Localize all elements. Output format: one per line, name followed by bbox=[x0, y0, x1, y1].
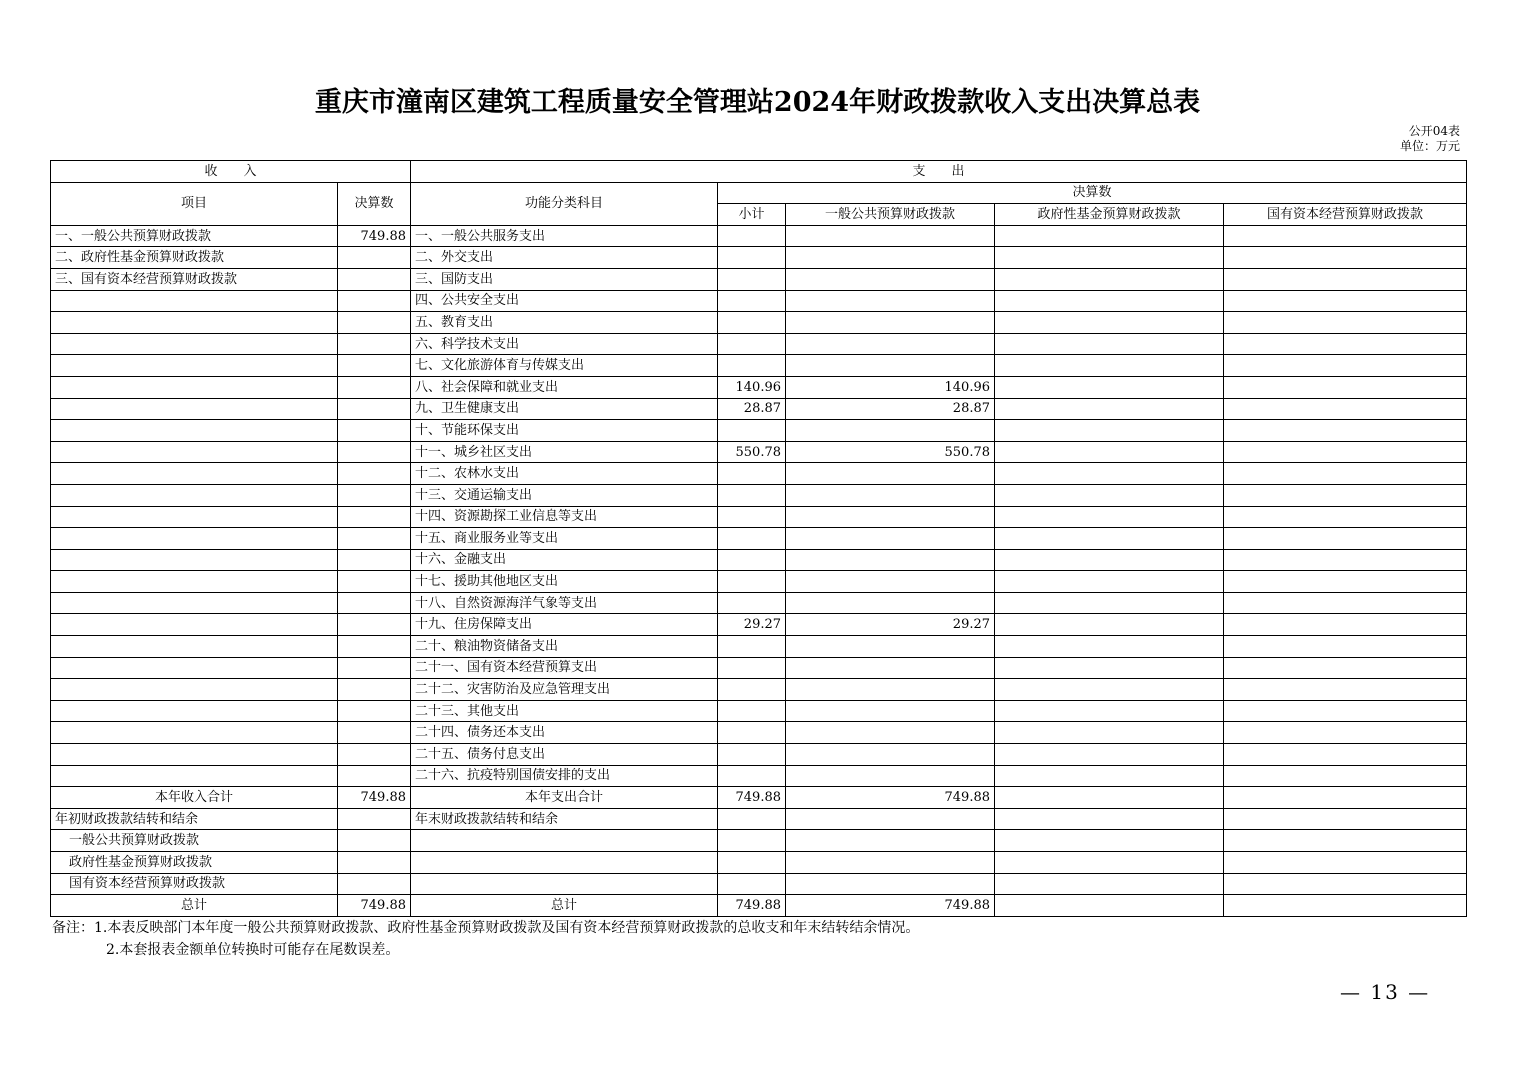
carryover-func bbox=[411, 873, 718, 895]
state-capital-value bbox=[1224, 312, 1467, 334]
func-category: 二十一、国有资本经营预算支出 bbox=[411, 657, 718, 679]
income-amount bbox=[338, 722, 411, 744]
table-row bbox=[51, 420, 1467, 442]
income-item bbox=[51, 441, 338, 463]
income-amount bbox=[338, 765, 411, 787]
income-item bbox=[51, 614, 338, 636]
general-budget-value bbox=[786, 506, 995, 528]
func-category: 十三、交通运输支出 bbox=[411, 484, 718, 506]
general-budget-value bbox=[786, 636, 995, 658]
fund-budget-value bbox=[995, 744, 1224, 766]
income-item bbox=[51, 333, 338, 355]
carryover-func: 年末财政拨款结转和结余 bbox=[411, 808, 718, 830]
income-item bbox=[51, 765, 338, 787]
fund-budget-header: 政府性基金预算财政拨款 bbox=[995, 204, 1224, 226]
grand-total-row bbox=[51, 895, 1467, 917]
grand-total-subtotal: 749.88 bbox=[718, 895, 786, 917]
subtotal-header: 小计 bbox=[718, 204, 786, 226]
table-row bbox=[51, 765, 1467, 787]
carryover-item: 政府性基金预算财政拨款 bbox=[51, 852, 338, 874]
state-capital-value bbox=[1224, 398, 1467, 420]
income-item bbox=[51, 528, 338, 550]
func-category: 十九、住房保障支出 bbox=[411, 614, 718, 636]
general-budget-header: 一般公共预算财政拨款 bbox=[786, 204, 995, 226]
amount-header: 决算数 bbox=[338, 182, 411, 225]
general-budget-value bbox=[786, 765, 995, 787]
general-budget-value bbox=[786, 355, 995, 377]
state-capital-value bbox=[1224, 355, 1467, 377]
income-amount bbox=[338, 657, 411, 679]
table-row bbox=[51, 225, 1467, 247]
item-header: 项目 bbox=[51, 182, 338, 225]
func-category: 十六、金融支出 bbox=[411, 549, 718, 571]
func-category: 二十二、灾害防治及应急管理支出 bbox=[411, 679, 718, 701]
table-row bbox=[51, 614, 1467, 636]
general-budget-value bbox=[786, 290, 995, 312]
func-category: 三、国防支出 bbox=[411, 268, 718, 290]
income-amount bbox=[338, 484, 411, 506]
fiscal-report-table bbox=[50, 160, 1467, 917]
fund-budget-value bbox=[995, 765, 1224, 787]
state-capital-value bbox=[1224, 549, 1467, 571]
fund-budget-value bbox=[995, 247, 1224, 269]
income-item bbox=[51, 355, 338, 377]
func-category: 四、公共安全支出 bbox=[411, 290, 718, 312]
state-capital-value bbox=[1224, 744, 1467, 766]
subtotal-value bbox=[718, 484, 786, 506]
carryover-row bbox=[51, 830, 1467, 852]
income-item bbox=[51, 679, 338, 701]
func-category: 二十四、债务还本支出 bbox=[411, 722, 718, 744]
func-category: 二十三、其他支出 bbox=[411, 700, 718, 722]
general-budget-value: 29.27 bbox=[786, 614, 995, 636]
func-category: 一、一般公共服务支出 bbox=[411, 225, 718, 247]
state-capital-value bbox=[1224, 463, 1467, 485]
income-total-amount: 749.88 bbox=[338, 787, 411, 809]
fund-budget-value bbox=[995, 355, 1224, 377]
state-capital-value bbox=[1224, 722, 1467, 744]
carryover-func bbox=[411, 830, 718, 852]
page-title: 重庆市潼南区建筑工程质量安全管理站2024年财政拨款收入支出决算总表 bbox=[314, 87, 1201, 118]
state-capital-value bbox=[1224, 592, 1467, 614]
state-capital-value bbox=[1224, 765, 1467, 787]
income-amount bbox=[338, 571, 411, 593]
income-amount bbox=[338, 355, 411, 377]
subtotal-value bbox=[718, 247, 786, 269]
general-budget-value bbox=[786, 528, 995, 550]
fund-budget-value bbox=[995, 506, 1224, 528]
carryover-item: 一般公共预算财政拨款 bbox=[51, 830, 338, 852]
grand-total-general: 749.88 bbox=[786, 895, 995, 917]
subtotal-value bbox=[718, 765, 786, 787]
income-amount bbox=[338, 700, 411, 722]
state-capital-value bbox=[1224, 225, 1467, 247]
table-row bbox=[51, 506, 1467, 528]
general-budget-value bbox=[786, 247, 995, 269]
income-item bbox=[51, 506, 338, 528]
table-row bbox=[51, 290, 1467, 312]
grand-total-expense-label: 总计 bbox=[411, 895, 718, 917]
table-row bbox=[51, 571, 1467, 593]
fund-budget-value bbox=[995, 333, 1224, 355]
subtotal-value bbox=[718, 592, 786, 614]
expense-total-fund bbox=[995, 787, 1224, 809]
income-item bbox=[51, 312, 338, 334]
general-budget-value bbox=[786, 420, 995, 442]
state-capital-value bbox=[1224, 528, 1467, 550]
income-item bbox=[51, 657, 338, 679]
income-item bbox=[51, 592, 338, 614]
carryover-row bbox=[51, 808, 1467, 830]
fund-budget-value bbox=[995, 290, 1224, 312]
subtotal-value: 28.87 bbox=[718, 398, 786, 420]
table-row bbox=[51, 355, 1467, 377]
func-category: 十八、自然资源海洋气象等支出 bbox=[411, 592, 718, 614]
income-item bbox=[51, 700, 338, 722]
expense-header: 支 出 bbox=[411, 161, 1467, 183]
expense-total-state bbox=[1224, 787, 1467, 809]
state-capital-value bbox=[1224, 484, 1467, 506]
table-row bbox=[51, 333, 1467, 355]
state-capital-value bbox=[1224, 441, 1467, 463]
carryover-amount bbox=[338, 873, 411, 895]
total-row bbox=[51, 787, 1467, 809]
subtotal-value: 29.27 bbox=[718, 614, 786, 636]
subtotal-value bbox=[718, 549, 786, 571]
subtotal-value bbox=[718, 506, 786, 528]
state-capital-value bbox=[1224, 376, 1467, 398]
func-category: 二十、粮油物资储备支出 bbox=[411, 636, 718, 658]
fund-budget-value bbox=[995, 700, 1224, 722]
expense-total-general: 749.88 bbox=[786, 787, 995, 809]
income-amount: 749.88 bbox=[338, 225, 411, 247]
grand-total-state bbox=[1224, 895, 1467, 917]
table-row bbox=[51, 722, 1467, 744]
general-budget-value bbox=[786, 312, 995, 334]
income-amount bbox=[338, 268, 411, 290]
fund-budget-value bbox=[995, 376, 1224, 398]
carryover-row bbox=[51, 852, 1467, 874]
unit-label: 单位：万元 bbox=[1399, 139, 1460, 153]
income-item: 一、一般公共预算财政拨款 bbox=[51, 225, 338, 247]
general-budget-value bbox=[786, 571, 995, 593]
table-row bbox=[51, 592, 1467, 614]
income-total-label: 本年收入合计 bbox=[51, 787, 338, 809]
carryover-amount bbox=[338, 852, 411, 874]
general-budget-value bbox=[786, 225, 995, 247]
fund-budget-value bbox=[995, 268, 1224, 290]
income-amount bbox=[338, 592, 411, 614]
income-amount bbox=[338, 312, 411, 334]
state-capital-value bbox=[1224, 333, 1467, 355]
income-header: 收 入 bbox=[51, 161, 411, 183]
income-amount bbox=[338, 506, 411, 528]
subtotal-value: 550.78 bbox=[718, 441, 786, 463]
table-row bbox=[51, 700, 1467, 722]
income-amount bbox=[338, 420, 411, 442]
income-amount bbox=[338, 636, 411, 658]
fund-budget-value bbox=[995, 484, 1224, 506]
table-row bbox=[51, 441, 1467, 463]
fund-budget-value bbox=[995, 636, 1224, 658]
fund-budget-value bbox=[995, 463, 1224, 485]
general-budget-value bbox=[786, 744, 995, 766]
func-category: 十七、援助其他地区支出 bbox=[411, 571, 718, 593]
income-item bbox=[51, 744, 338, 766]
subtotal-value bbox=[718, 333, 786, 355]
subtotal-value bbox=[718, 355, 786, 377]
subtotal-value bbox=[718, 420, 786, 442]
subtotal-value bbox=[718, 225, 786, 247]
state-capital-value bbox=[1224, 506, 1467, 528]
func-category: 二十五、债务付息支出 bbox=[411, 744, 718, 766]
income-item bbox=[51, 722, 338, 744]
state-capital-header: 国有资本经营预算财政拨款 bbox=[1224, 204, 1467, 226]
state-capital-value bbox=[1224, 679, 1467, 701]
income-item bbox=[51, 290, 338, 312]
carryover-func bbox=[411, 852, 718, 874]
carryover-row bbox=[51, 873, 1467, 895]
general-budget-value bbox=[786, 592, 995, 614]
carryover-amount bbox=[338, 830, 411, 852]
state-capital-value bbox=[1224, 268, 1467, 290]
table-row bbox=[51, 398, 1467, 420]
income-item bbox=[51, 398, 338, 420]
income-item bbox=[51, 636, 338, 658]
income-amount bbox=[338, 290, 411, 312]
state-capital-value bbox=[1224, 700, 1467, 722]
table-row bbox=[51, 679, 1467, 701]
fund-budget-value bbox=[995, 225, 1224, 247]
carryover-item: 年初财政拨款结转和结余 bbox=[51, 808, 338, 830]
subtotal-value bbox=[718, 268, 786, 290]
general-budget-value bbox=[786, 463, 995, 485]
income-amount bbox=[338, 376, 411, 398]
fund-budget-value bbox=[995, 722, 1224, 744]
subtotal-value bbox=[718, 290, 786, 312]
state-capital-value bbox=[1224, 657, 1467, 679]
income-item bbox=[51, 376, 338, 398]
income-item bbox=[51, 420, 338, 442]
income-item: 三、国有资本经营预算财政拨款 bbox=[51, 268, 338, 290]
fund-budget-value bbox=[995, 528, 1224, 550]
subtotal-value bbox=[718, 312, 786, 334]
income-item bbox=[51, 549, 338, 571]
income-amount bbox=[338, 679, 411, 701]
income-amount bbox=[338, 614, 411, 636]
func-category: 十、节能环保支出 bbox=[411, 420, 718, 442]
general-budget-value bbox=[786, 722, 995, 744]
carryover-item: 国有资本经营预算财政拨款 bbox=[51, 873, 338, 895]
final-amount-header: 决算数 bbox=[718, 182, 1467, 204]
state-capital-value bbox=[1224, 571, 1467, 593]
income-amount bbox=[338, 549, 411, 571]
table-footer bbox=[51, 787, 1467, 917]
func-category-header: 功能分类科目 bbox=[411, 182, 718, 225]
func-category: 十二、农林水支出 bbox=[411, 463, 718, 485]
income-amount bbox=[338, 744, 411, 766]
fund-budget-value bbox=[995, 657, 1224, 679]
func-category: 七、文化旅游体育与传媒支出 bbox=[411, 355, 718, 377]
state-capital-value bbox=[1224, 420, 1467, 442]
table-row bbox=[51, 484, 1467, 506]
fund-budget-value bbox=[995, 398, 1224, 420]
state-capital-value bbox=[1224, 247, 1467, 269]
fund-budget-value bbox=[995, 679, 1224, 701]
table-row bbox=[51, 463, 1467, 485]
table-row bbox=[51, 549, 1467, 571]
table-row bbox=[51, 376, 1467, 398]
general-budget-value bbox=[786, 484, 995, 506]
income-item: 二、政府性基金预算财政拨款 bbox=[51, 247, 338, 269]
subtotal-value bbox=[718, 571, 786, 593]
subtotal-value bbox=[718, 700, 786, 722]
table-row bbox=[51, 744, 1467, 766]
general-budget-value bbox=[786, 268, 995, 290]
expense-total-subtotal: 749.88 bbox=[718, 787, 786, 809]
state-capital-value bbox=[1224, 290, 1467, 312]
subtotal-value bbox=[718, 679, 786, 701]
income-amount bbox=[338, 528, 411, 550]
income-amount bbox=[338, 247, 411, 269]
footnote-2: 2.本套报表金额单位转换时可能存在尾数误差。 bbox=[106, 942, 400, 958]
table-body bbox=[51, 225, 1467, 786]
income-item bbox=[51, 484, 338, 506]
func-category: 十四、资源勘探工业信息等支出 bbox=[411, 506, 718, 528]
table-row bbox=[51, 657, 1467, 679]
fund-budget-value bbox=[995, 312, 1224, 334]
table-code: 公开04表 bbox=[1408, 124, 1460, 138]
func-category: 五、教育支出 bbox=[411, 312, 718, 334]
income-amount bbox=[338, 333, 411, 355]
footnote-1: 备注：1.本表反映部门本年度一般公共预算财政拨款、政府性基金预算财政拨款及国有资本经营预算财政拨款的总收支和年末结转结余情况。 bbox=[52, 920, 920, 936]
general-budget-value: 550.78 bbox=[786, 441, 995, 463]
state-capital-value bbox=[1224, 636, 1467, 658]
subtotal-value bbox=[718, 722, 786, 744]
func-category: 十一、城乡社区支出 bbox=[411, 441, 718, 463]
table-row bbox=[51, 312, 1467, 334]
general-budget-value bbox=[786, 657, 995, 679]
grand-total-income-label: 总计 bbox=[51, 895, 338, 917]
subtotal-value bbox=[718, 636, 786, 658]
table-meta bbox=[1400, 124, 1460, 154]
subtotal-value bbox=[718, 463, 786, 485]
income-amount bbox=[338, 441, 411, 463]
carryover-amount bbox=[338, 808, 411, 830]
func-category: 二、外交支出 bbox=[411, 247, 718, 269]
grand-total-income-amount: 749.88 bbox=[338, 895, 411, 917]
page-number: — 13 — bbox=[1340, 980, 1431, 1004]
func-category: 十五、商业服务业等支出 bbox=[411, 528, 718, 550]
subtotal-value bbox=[718, 657, 786, 679]
fund-budget-value bbox=[995, 592, 1224, 614]
func-category: 六、科学技术支出 bbox=[411, 333, 718, 355]
table-row bbox=[51, 636, 1467, 658]
general-budget-value: 28.87 bbox=[786, 398, 995, 420]
fund-budget-value bbox=[995, 420, 1224, 442]
general-budget-value bbox=[786, 700, 995, 722]
fund-budget-value bbox=[995, 549, 1224, 571]
subtotal-value bbox=[718, 528, 786, 550]
func-category: 八、社会保障和就业支出 bbox=[411, 376, 718, 398]
general-budget-value: 140.96 bbox=[786, 376, 995, 398]
income-item bbox=[51, 571, 338, 593]
func-category: 二十六、抗疫特别国债安排的支出 bbox=[411, 765, 718, 787]
income-item bbox=[51, 463, 338, 485]
general-budget-value bbox=[786, 333, 995, 355]
grand-total-fund bbox=[995, 895, 1224, 917]
fund-budget-value bbox=[995, 571, 1224, 593]
state-capital-value bbox=[1224, 614, 1467, 636]
subtotal-value bbox=[718, 744, 786, 766]
general-budget-value bbox=[786, 679, 995, 701]
expense-total-label: 本年支出合计 bbox=[411, 787, 718, 809]
footnotes bbox=[52, 917, 919, 961]
general-budget-value bbox=[786, 549, 995, 571]
income-amount bbox=[338, 398, 411, 420]
table-row bbox=[51, 247, 1467, 269]
func-category: 九、卫生健康支出 bbox=[411, 398, 718, 420]
table-row bbox=[51, 268, 1467, 290]
income-amount bbox=[338, 463, 411, 485]
fund-budget-value bbox=[995, 441, 1224, 463]
fund-budget-value bbox=[995, 614, 1224, 636]
subtotal-value: 140.96 bbox=[718, 376, 786, 398]
table-row bbox=[51, 528, 1467, 550]
